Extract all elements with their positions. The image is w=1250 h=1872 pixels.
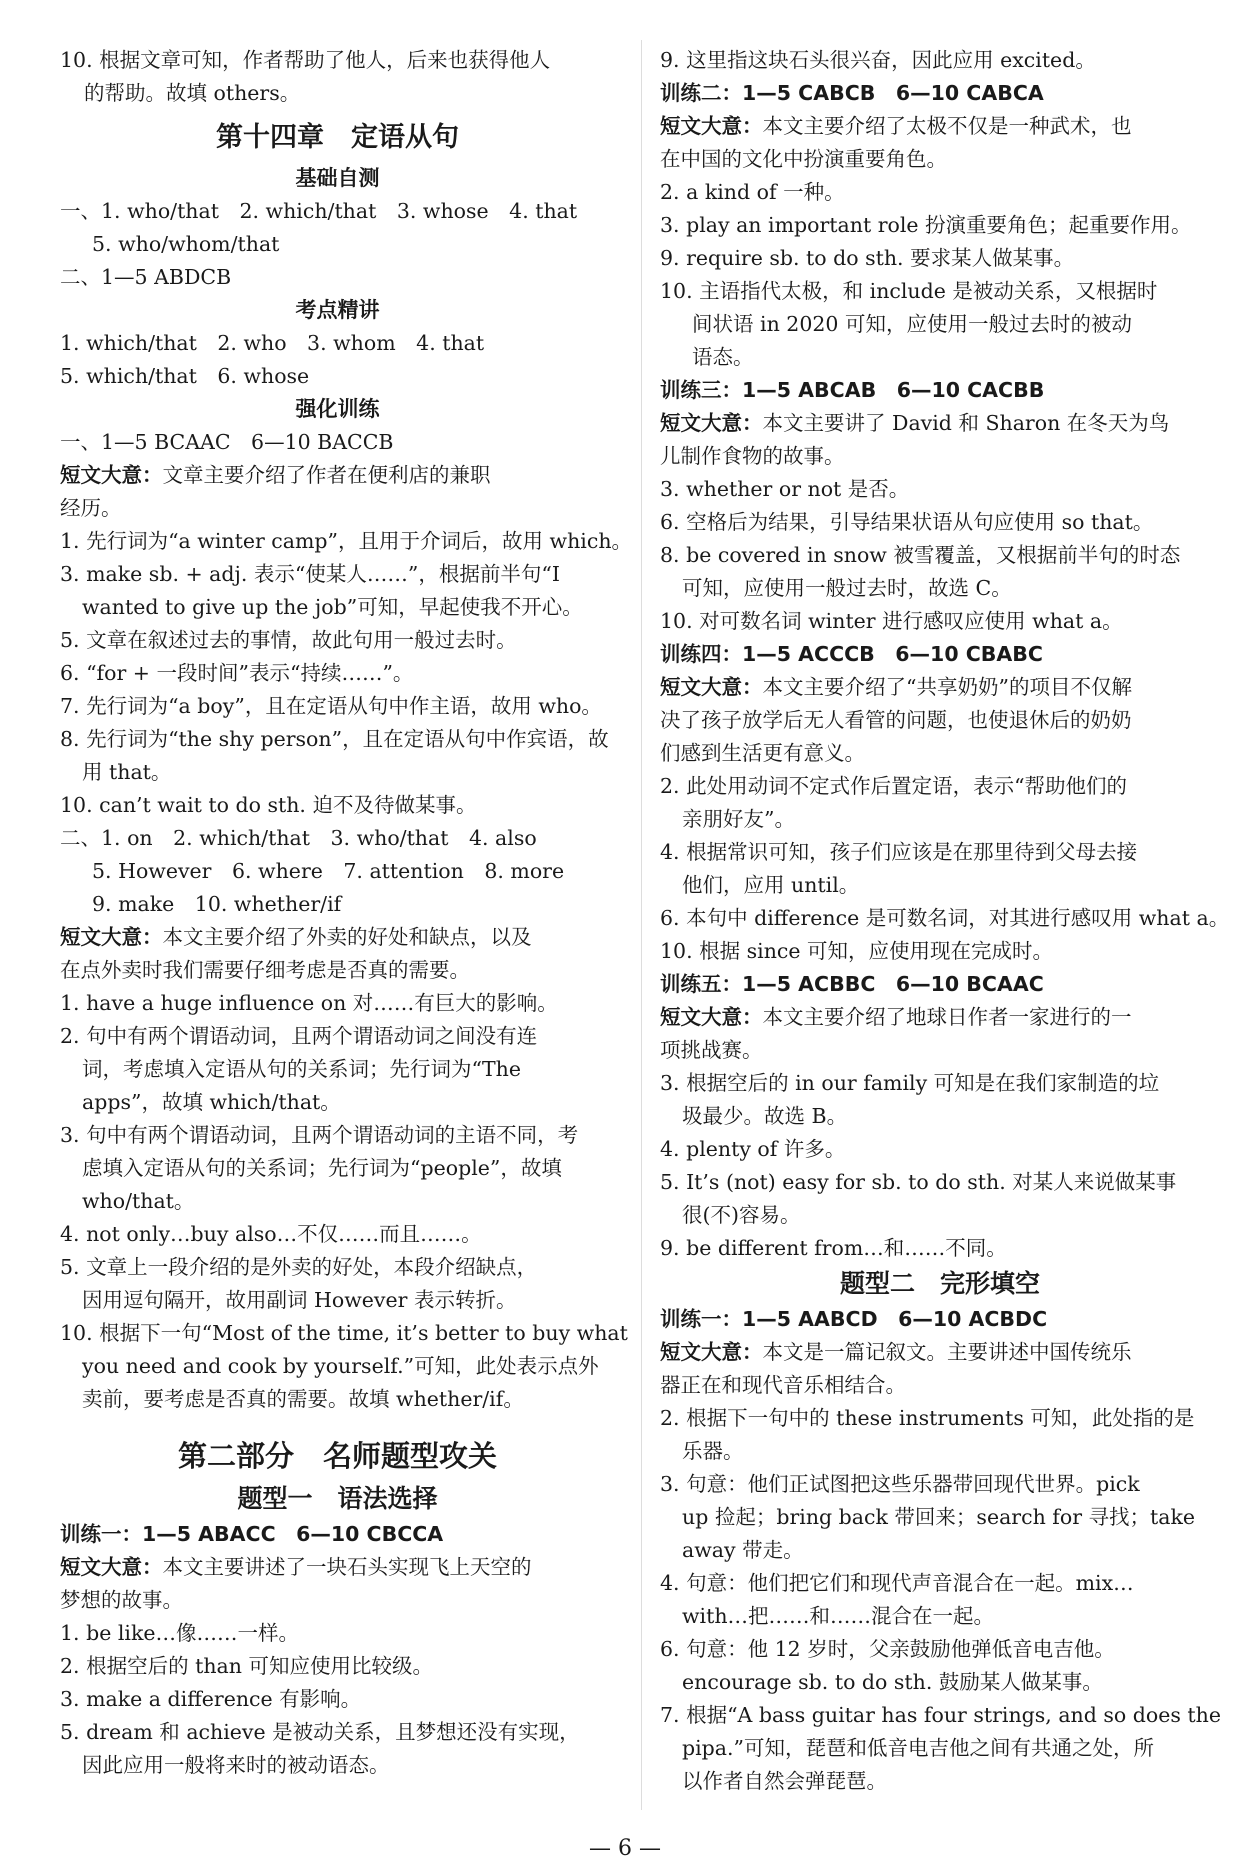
summary-line: 短文大意：本文主要介绍了“共享奶奶”的项目不仅解 bbox=[660, 675, 1132, 699]
note-line: 6. “for + 一段时间”表示“持续……”。 bbox=[60, 661, 414, 685]
summary-label: 短文大意： bbox=[660, 1340, 763, 1364]
summary-line: 短文大意：本文主要介绍了地球日作者一家进行的一 bbox=[660, 1005, 1132, 1029]
answer-line: 训练一：1—5 AABCD 6—10 ACBDC bbox=[660, 1307, 1048, 1331]
note-line: 3. make a difference 有影响。 bbox=[60, 1687, 362, 1711]
summary-line: 儿制作食物的故事。 bbox=[660, 444, 845, 468]
note-line: 可知，应使用一般过去时，故选 C。 bbox=[682, 576, 1012, 600]
summary-line: 梦想的故事。 bbox=[60, 1588, 183, 1612]
note-line: 很(不)容易。 bbox=[682, 1203, 801, 1227]
answer-line: 9. make 10. whether/if bbox=[92, 892, 342, 916]
note-line: up 捡起；bring back 带回来；search for 寻找；take bbox=[682, 1505, 1196, 1529]
note-line: who/that。 bbox=[82, 1189, 195, 1213]
note-line: 10. 根据 since 可知，应使用现在完成时。 bbox=[660, 939, 1054, 963]
note-line: 2. 此处用动词不定式作后置定语，表示“帮助他们的 bbox=[660, 774, 1128, 798]
note-line: 2. a kind of 一种。 bbox=[660, 180, 845, 204]
answer-line: 训练五：1—5 ACBBC 6—10 BCAAC bbox=[660, 972, 1044, 996]
note-line: away 带走。 bbox=[682, 1538, 804, 1562]
answer-line: 5. However 6. where 7. attention 8. more bbox=[92, 859, 565, 883]
answer-line: 训练一：1—5 ABACC 6—10 CBCCA bbox=[60, 1522, 444, 1546]
summary-line: 短文大意：本文主要讲述了一块石头实现飞上天空的 bbox=[60, 1555, 532, 1579]
note-line: 9. require sb. to do sth. 要求某人做某事。 bbox=[660, 246, 1075, 270]
note-line: 卖前，要考虑是否真的需要。故填 whether/if。 bbox=[82, 1387, 524, 1411]
section-heading: 基础自测 bbox=[295, 166, 380, 190]
summary-line: 在点外卖时我们需要仔细考虑是否真的需要。 bbox=[60, 958, 470, 982]
note-line: 2. 根据下一句中的 these instruments 可知，此处指的是 bbox=[660, 1406, 1195, 1430]
note-line: 圾最少。故选 B。 bbox=[682, 1104, 848, 1128]
summary-line: 经历。 bbox=[60, 496, 122, 520]
note-line: 9. 这里指这块石头很兴奋，因此应用 excited。 bbox=[660, 48, 1096, 72]
note-line: 7. 根据“A bass guitar has four strings, and so does the bbox=[660, 1703, 1221, 1727]
summary-label: 短文大意： bbox=[60, 463, 163, 487]
type-heading: 题型二 完形填空 bbox=[839, 1269, 1040, 1298]
summary-line: 短文大意：本文主要介绍了太极不仅是一种武术，也 bbox=[660, 114, 1132, 138]
note-line: 3. 句意：他们正试图把这些乐器带回现代世界。pick bbox=[660, 1472, 1140, 1496]
note-line: 词，考虑填入定语从句的关系词；先行词为“The bbox=[82, 1057, 521, 1081]
note-line: 语态。 bbox=[692, 345, 754, 369]
note-line: 5. 文章在叙述过去的事情，故此句用一般过去时。 bbox=[60, 628, 517, 652]
answer-line: 5. who/whom/that bbox=[92, 232, 280, 256]
note-line: 6. 空格后为结果，引导结果状语从句应使用 so that。 bbox=[660, 510, 1154, 534]
note-line: 5. 文章上一段介绍的是外卖的好处，本段介绍缺点， bbox=[60, 1255, 538, 1279]
note-line: 5. It’s (not) easy for sb. to do sth. 对某人来说做某事 bbox=[660, 1170, 1177, 1194]
answer-line: 5. which/that 6. whose bbox=[60, 364, 310, 388]
page-number: — 6 — bbox=[589, 1836, 661, 1861]
note-line: 1. 先行词为“a winter camp”，且用于介词后，故用 which。 bbox=[60, 529, 633, 553]
answer-line: 训练二：1—5 CABCB 6—10 CABCA bbox=[660, 81, 1044, 105]
summary-line: 短文大意：文章主要介绍了作者在便利店的兼职 bbox=[60, 463, 491, 487]
left-column bbox=[60, 44, 633, 1782]
note-line: 4. 句意：他们把它们和现代声音混合在一起。mix… bbox=[660, 1571, 1134, 1595]
chapter-heading: 第十四章 定语从句 bbox=[216, 122, 459, 153]
text-line: 10. 根据文章可知，作者帮助了他人，后来也获得他人 bbox=[60, 48, 551, 72]
note-line: 4. not only…buy also…不仅……而且……。 bbox=[60, 1222, 482, 1246]
summary-label: 短文大意： bbox=[660, 1005, 763, 1029]
note-line: 虑填入定语从句的关系词；先行词为“people”，故填 bbox=[82, 1156, 562, 1180]
summary-line: 们感到生活更有意义。 bbox=[660, 741, 865, 765]
note-line: 间状语 in 2020 可知，应使用一般过去时的被动 bbox=[692, 312, 1132, 336]
note-line: 亲朋好友”。 bbox=[682, 807, 795, 831]
note-line: 乐器。 bbox=[682, 1439, 744, 1463]
answer-line: 二、1—5 ABDCB bbox=[60, 265, 232, 289]
answer-line: 训练三：1—5 ABCAB 6—10 CACBB bbox=[660, 378, 1045, 402]
right-column bbox=[660, 44, 1230, 1798]
note-line: 5. dream 和 achieve 是被动关系，且梦想还没有实现， bbox=[60, 1720, 580, 1744]
summary-label: 短文大意： bbox=[660, 675, 763, 699]
note-line: 他们，应用 until。 bbox=[682, 873, 860, 897]
note-line: 8. 先行词为“the shy person”，且在定语从句中作宾语，故 bbox=[60, 727, 609, 751]
note-line: 以作者自然会弹琵琶。 bbox=[682, 1769, 887, 1793]
note-line: 用 that。 bbox=[82, 760, 172, 784]
summary-label: 短文大意： bbox=[60, 925, 163, 949]
section-heading: 强化训练 bbox=[295, 397, 380, 421]
note-line: pipa.”可知，琵琶和低音电吉他之间有共通之处，所 bbox=[682, 1736, 1155, 1760]
note-line: encourage sb. to do sth. 鼓励某人做某事。 bbox=[682, 1670, 1103, 1694]
note-line: 3. make sb. + adj. 表示“使某人……”，根据前半句“I bbox=[60, 562, 560, 586]
summary-line: 项挑战赛。 bbox=[660, 1038, 763, 1062]
summary-line: 短文大意：本文是一篇记叙文。主要讲述中国传统乐 bbox=[660, 1340, 1132, 1364]
column-divider bbox=[641, 40, 642, 1810]
note-line: 3. 根据空后的 in our family 可知是在我们家制造的垃 bbox=[660, 1071, 1160, 1095]
note-line: 因用逗句隔开，故用副词 However 表示转折。 bbox=[82, 1288, 517, 1312]
note-line: 3. 句中有两个谓语动词，且两个谓语动词的主语不同，考 bbox=[60, 1123, 579, 1147]
note-line: 6. 句意：他 12 岁时，父亲鼓励他弹低音电吉他。 bbox=[660, 1637, 1115, 1661]
section-heading: 考点精讲 bbox=[295, 298, 380, 322]
note-line: 9. be different from…和……不同。 bbox=[660, 1236, 1007, 1260]
note-line: 1. have a huge influence on 对……有巨大的影响。 bbox=[60, 991, 558, 1015]
note-line: 1. be like…像……一样。 bbox=[60, 1621, 300, 1645]
note-line: 4. plenty of 许多。 bbox=[660, 1137, 846, 1161]
text-line: 的帮助。故填 others。 bbox=[84, 81, 301, 105]
note-line: 4. 根据常识可知，孩子们应该是在那里待到父母去接 bbox=[660, 840, 1138, 864]
summary-line: 器正在和现代音乐相结合。 bbox=[660, 1373, 906, 1397]
note-line: 3. whether or not 是否。 bbox=[660, 477, 910, 501]
note-line: 3. play an important role 扮演重要角色；起重要作用。 bbox=[660, 213, 1192, 237]
summary-label: 短文大意： bbox=[60, 1555, 163, 1579]
summary-line: 短文大意：本文主要讲了 David 和 Sharon 在冬天为鸟 bbox=[660, 411, 1170, 435]
type-heading: 题型一 语法选择 bbox=[237, 1484, 438, 1513]
answer-line: 训练四：1—5 ACCCB 6—10 CBABC bbox=[660, 642, 1043, 666]
note-line: 因此应用一般将来时的被动语态。 bbox=[82, 1753, 390, 1777]
note-line: 7. 先行词为“a boy”，且在定语从句中作主语，故用 who。 bbox=[60, 694, 602, 718]
note-line: 10. 对可数名词 winter 进行感叹应使用 what a。 bbox=[660, 609, 1123, 633]
answer-line: 二、1. on 2. which/that 3. who/that 4. also bbox=[60, 826, 537, 850]
note-line: 10. 主语指代太极，和 include 是被动关系，又根据时 bbox=[660, 279, 1158, 303]
answer-line: 一、1—5 BCAAC 6—10 BACCB bbox=[60, 430, 394, 454]
summary-line: 短文大意：本文主要介绍了外卖的好处和缺点，以及 bbox=[60, 925, 532, 949]
note-line: 2. 句中有两个谓语动词，且两个谓语动词之间没有连 bbox=[60, 1024, 538, 1048]
note-line: 10. 根据下一句“Most of the time, it’s better to buy what bbox=[60, 1321, 628, 1345]
summary-line: 在中国的文化中扮演重要角色。 bbox=[660, 147, 947, 171]
summary-label: 短文大意： bbox=[660, 411, 763, 435]
note-line: you need and cook by yourself.”可知，此处表示点外 bbox=[82, 1354, 599, 1378]
answer-line: 一、1. who/that 2. which/that 3. whose 4. that bbox=[60, 199, 578, 223]
part-heading: 第二部分 名师题型攻关 bbox=[177, 1439, 497, 1473]
note-line: 10. can’t wait to do sth. 迫不及待做某事。 bbox=[60, 793, 477, 817]
note-line: apps”，故填 which/that。 bbox=[82, 1090, 341, 1114]
note-line: 8. be covered in snow 被雪覆盖，又根据前半句的时态 bbox=[660, 543, 1181, 567]
summary-line: 决了孩子放学后无人看管的问题，也使退休后的奶奶 bbox=[660, 708, 1132, 732]
note-line: wanted to give up the job”可知，早起使我不开心。 bbox=[82, 595, 583, 619]
summary-label: 短文大意： bbox=[660, 114, 763, 138]
note-line: 6. 本句中 difference 是可数名词，对其进行感叹用 what a。 bbox=[660, 906, 1230, 930]
note-line: with…把……和……混合在一起。 bbox=[682, 1604, 995, 1628]
note-line: 2. 根据空后的 than 可知应使用比较级。 bbox=[60, 1654, 433, 1678]
answer-line: 1. which/that 2. who 3. whom 4. that bbox=[60, 331, 485, 355]
